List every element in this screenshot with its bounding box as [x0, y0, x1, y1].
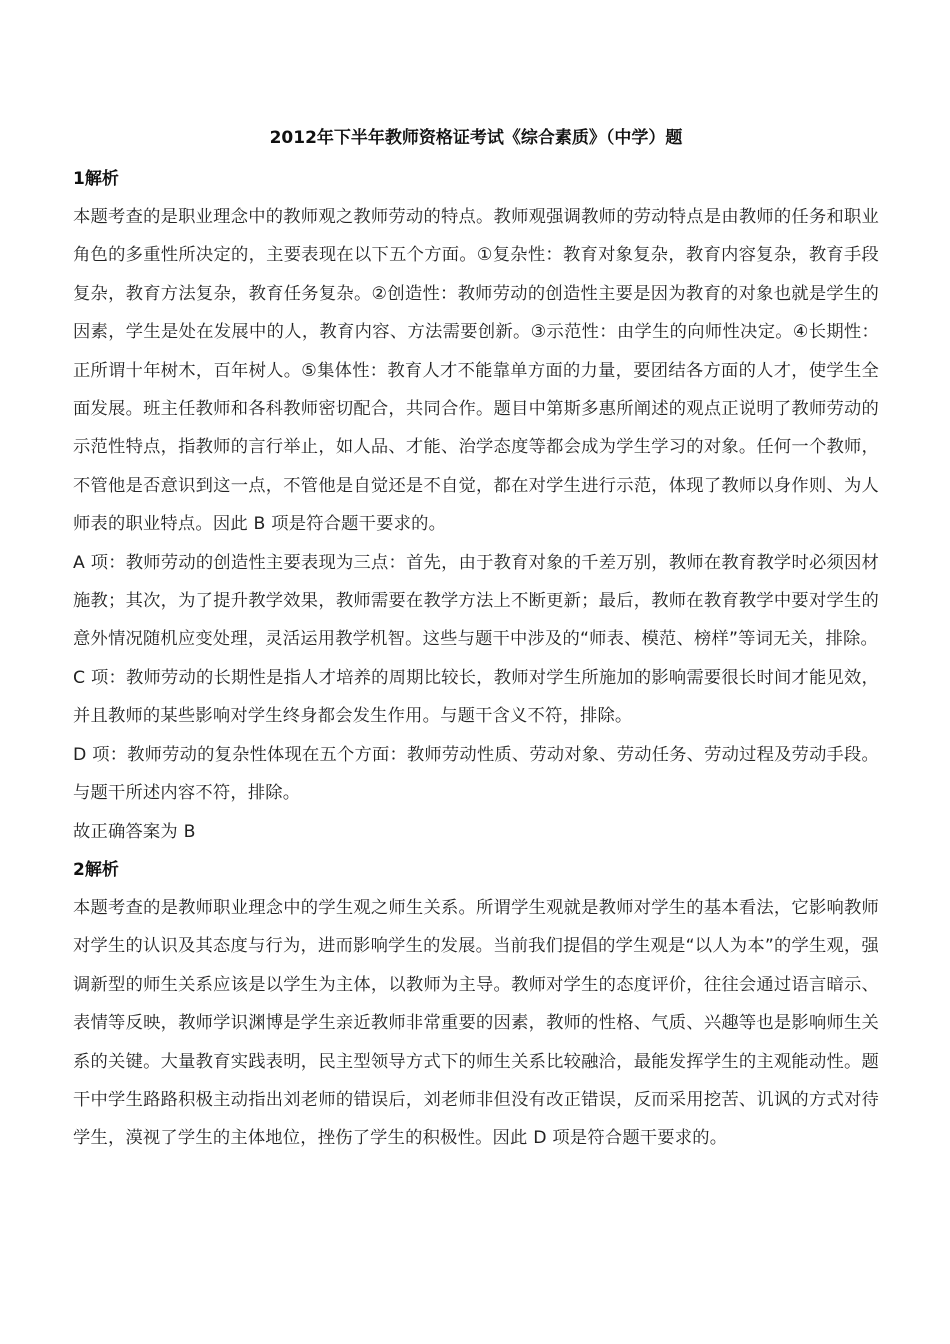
paragraph: 本题考查的是教师职业理念中的学生观之师生关系。所谓学生观就是教师对学生的基本看法，它影响教师对学生的认识及其态度与行为，进而影响学生的发展。当前我们提倡的学生观是“以人为本”的学生观，强调新型的师生关系应该是以学生为主体，以教师为主导。教师对学生的态度评价，往往会通过语言暗示、表情等反映，教师学识渊博是学生亲近教师非常重要的因素，教师的性格、气质、兴趣等也是影响师生关系的关键。大量教育实践表明，民主型领导方式下的师生关系比较融洽，最能发挥学生的主观能动性。题干中学生路路积极主动指出刘老师的错误后，刘老师非但没有改正错误，反而采用挖苦、讥讽的方式对待学生，漠视了学生的主体地位，挫伤了学生的积极性。因此 D 项是符合题干要求的。	[73, 897, 879, 1149]
paragraph: C 项：教师劳动的长期性是指人才培养的周期比较长，教师对学生所施加的影响需要很长时间才能见效，并且教师的某些影响对学生终身都会发生作用。与题干含义不符，排除。	[73, 667, 879, 727]
answer-line: 故正确答案为 B	[73, 821, 196, 842]
paragraph: 本题考查的是职业理念中的教师观之教师劳动的特点。教师观强调教师的劳动特点是由教师的任务和职业角色的多重性所决定的，主要表现在以下五个方面。①复杂性：教育对象复杂，教育内容复杂，教育手段复杂，教育方法复杂，教育任务复杂。②创造性：教师劳动的创造性主要是因为教育的对象也就是学生的因素，学生是处在发展中的人，教育内容、方法需要创新。③示范性：由学生的向师性决定。④长期性：正所谓十年树木，百年树人。⑤集体性：教育人才不能靠单方面的力量，要团结各方面的人才，使学生全面发展。班主任教师和各科教师密切配合，共同合作。题目中第斯多惠所阐述的观点正说明了教师劳动的示范性特点，指教师的言行举止，如人品、才能、治学态度等都会成为学生学习的对象。任何一个教师，不管他是否意识到这一点，不管他是自觉还是不自觉，都在对学生进行示范，体现了教师以身作则、为人师表的职业特点。因此 B 项是符合题干要求的。	[73, 207, 879, 535]
document-page	[73, 124, 879, 1158]
paragraph: D 项：教师劳动的复杂性体现在五个方面：教师劳动性质、劳动对象、劳动任务、劳动过程及劳动手段。与题干所述内容不符，排除。	[73, 744, 879, 804]
paragraph: A 项：教师劳动的创造性主要表现为三点：首先，由于教育对象的千差万别，教师在教育教学时必须因材施教；其次，为了提升教学效果，教师需要在教学方法上不断更新；最后，教师在教育教学中要对学生的意外情况随机应变处理，灵活运用教学机智。这些与题干中涉及的“师表、模范、榜样”等词无关，排除。	[73, 552, 879, 650]
section-heading: 1解析	[73, 169, 119, 189]
document-title: 2012年下半年教师资格证考试《综合素质》（中学）题	[269, 128, 683, 148]
section-2	[73, 851, 879, 1158]
section-heading: 2解析	[73, 859, 119, 880]
section-1	[73, 160, 879, 851]
